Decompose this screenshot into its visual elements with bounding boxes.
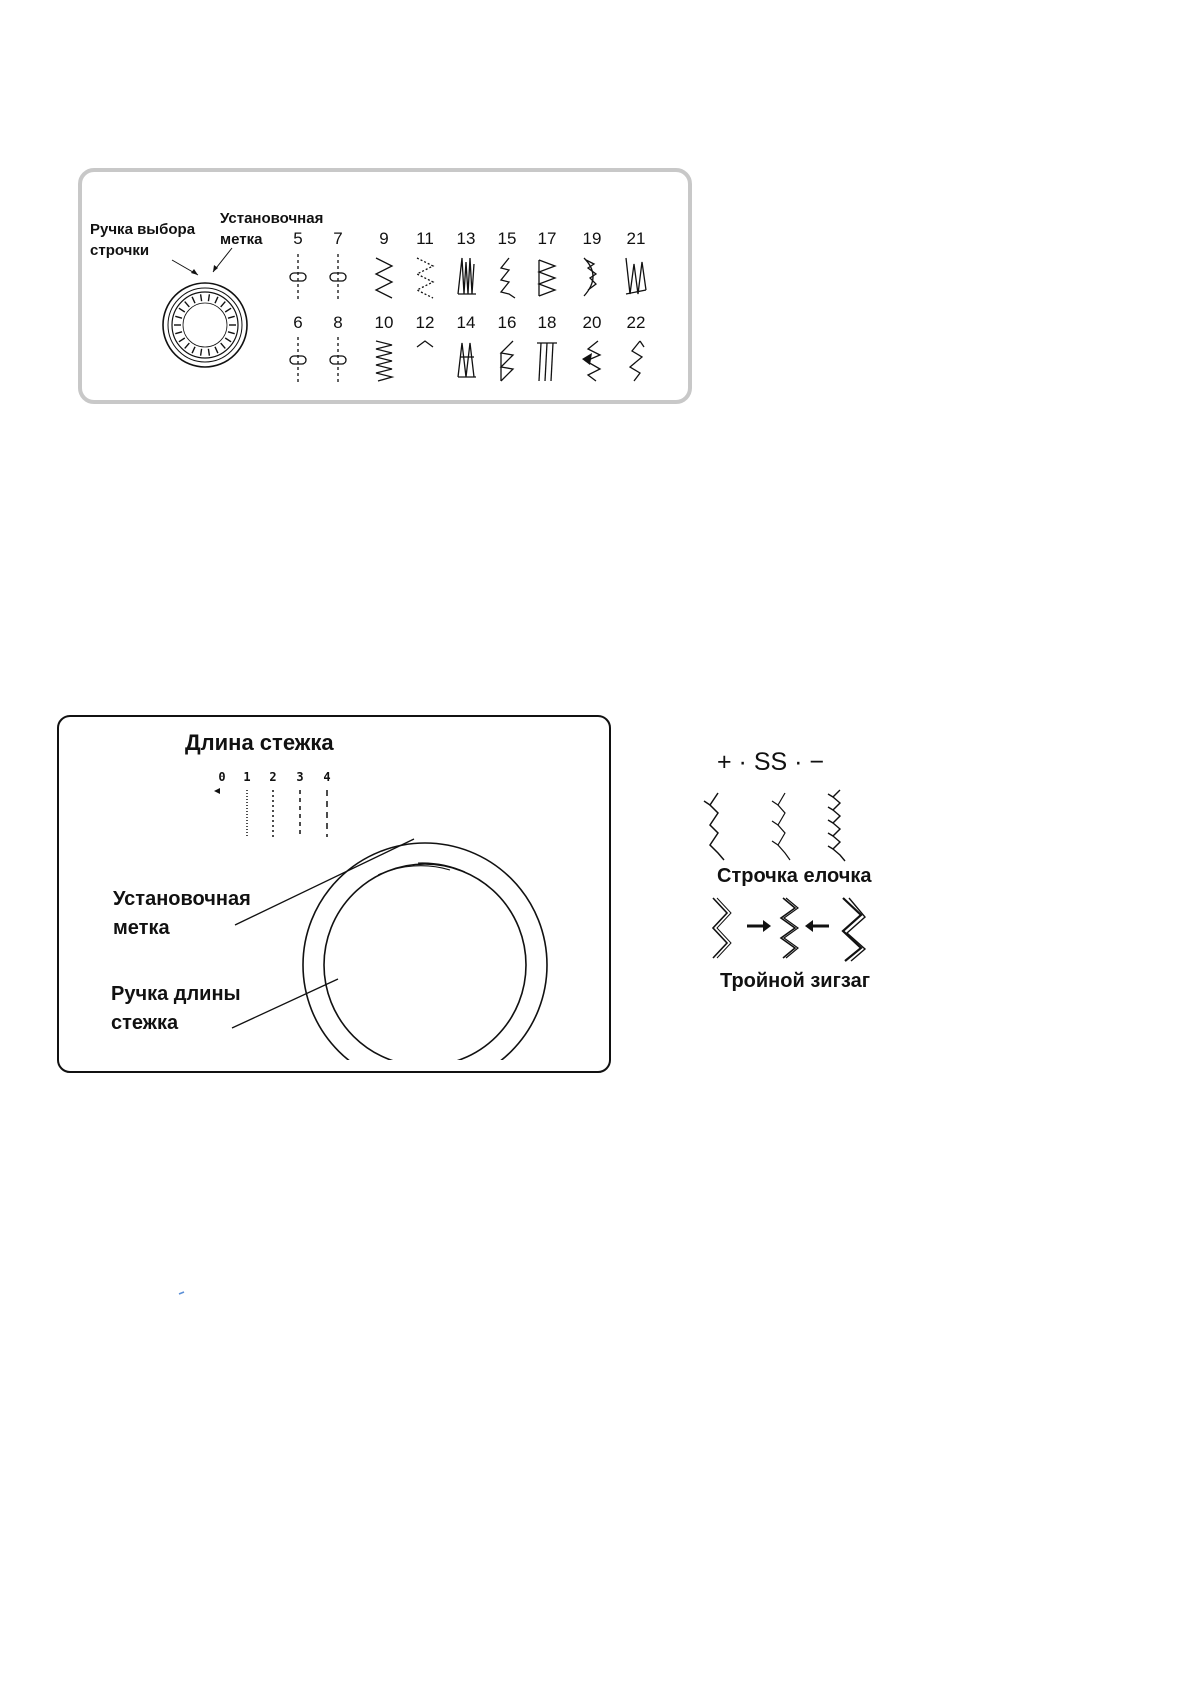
pattern-number: 15 — [497, 229, 517, 248]
pattern-number: 16 — [497, 313, 517, 332]
pattern-number: 17 — [537, 229, 557, 248]
pattern-selector-dial-icon — [160, 280, 250, 370]
length-mark-label: Установочная метка — [113, 888, 251, 939]
pattern-number: 5 — [293, 229, 303, 248]
stray-mark-icon — [178, 1290, 188, 1296]
satin-zigzag-icon — [446, 254, 486, 300]
triangle-icon — [446, 337, 486, 383]
feather-stitch-caption: Строчка елочка — [717, 865, 872, 887]
stitch-length-scale-number: 2 — [269, 770, 277, 784]
stitch-length-knob-icon — [220, 830, 580, 1060]
dense-zigzag-icon — [364, 337, 404, 383]
scallop-icon — [572, 254, 612, 300]
dial-label: Ручка выбора строчки — [90, 221, 196, 259]
arrow-stitch-icon — [572, 337, 612, 383]
pattern-number: 7 — [333, 229, 343, 248]
stitch-length-scale-number: 1 — [243, 770, 251, 784]
blind-hem-icon — [487, 254, 527, 300]
dotted-zigzag-icon — [405, 254, 445, 300]
triple-zigzag-icon — [705, 893, 875, 963]
pattern-number: 12 — [415, 313, 435, 332]
stitch-length-scale-number: 3 — [296, 770, 304, 784]
feather-stitch-icon — [700, 785, 890, 865]
triple-zigzag-icon — [616, 254, 656, 300]
pattern-number: 21 — [626, 229, 646, 248]
stitch-balance-label: + · SS · − — [717, 748, 824, 776]
buttonhole-icon — [318, 337, 358, 383]
length-knob-label: Ручка длины стежка — [111, 983, 241, 1034]
buttonhole-icon — [318, 254, 358, 300]
pattern-number: 13 — [456, 229, 476, 248]
pattern-number: 18 — [537, 313, 557, 332]
stitch-length-scale-number: 0 — [218, 770, 226, 784]
pattern-number: 14 — [456, 313, 476, 332]
blind-stretch-icon — [487, 337, 527, 383]
pattern-number: 11 — [416, 229, 434, 248]
pattern-number: 6 — [293, 313, 303, 332]
pattern-number: 20 — [582, 313, 602, 332]
triple-straight-icon — [527, 337, 567, 383]
pattern-number: 10 — [374, 313, 394, 332]
pattern-number: 22 — [626, 313, 646, 332]
triple-zigzag-caption: Тройной зигзаг — [720, 970, 871, 992]
pattern-number: 9 — [379, 229, 389, 248]
pattern-number: 19 — [582, 229, 602, 248]
buttonhole-icon — [278, 254, 318, 300]
stretch-zigzag-icon — [527, 254, 567, 300]
rick-rack-icon — [616, 337, 656, 383]
pattern-number: 8 — [333, 313, 343, 332]
stitch-length-scale-number: 4 — [323, 770, 331, 784]
zigzag-icon — [364, 254, 404, 300]
stitch-length-title: Длина стежка — [185, 730, 334, 755]
feather-icon — [405, 337, 445, 383]
mark-label: Установочная метка — [220, 210, 324, 248]
buttonhole-icon — [278, 337, 318, 383]
